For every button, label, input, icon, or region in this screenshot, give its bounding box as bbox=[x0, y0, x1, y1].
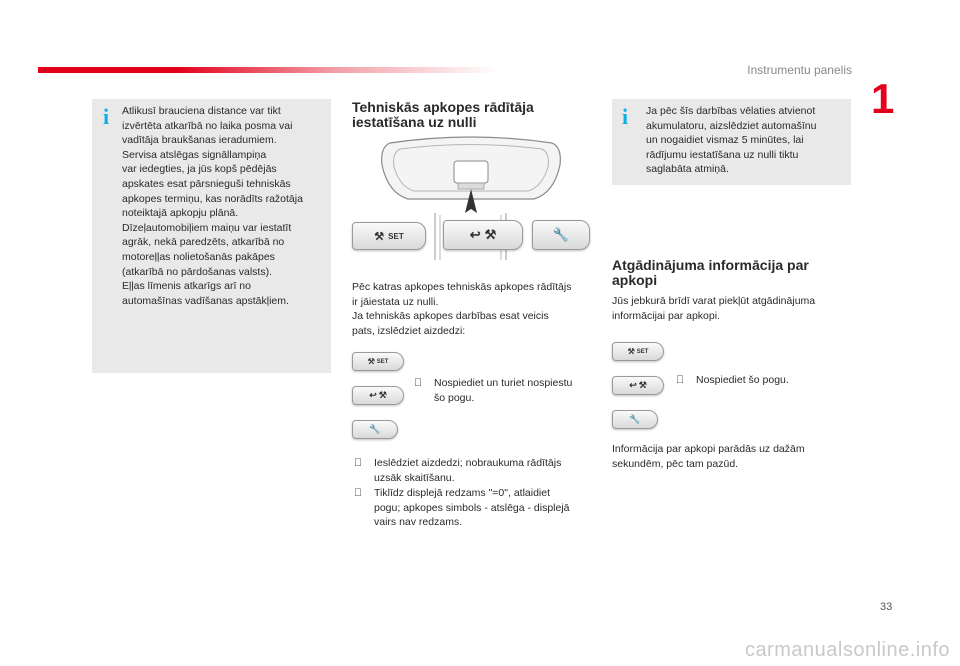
left-note-text: Atlikusī brauciena distance var tikt izvērtēta atkarībā no laika posma vai vadītāja braukšanas ieradumiem. Servisa atslēgas signāllampiņa var iedegties, ja jūs kopš pēdējās apskates esat pārsnieguši tehniskās apkopes termiņu, kas norādīts ražotāja noteiktajā apkopju plānā. Dīzeļautomobiļiem maiņu var iestatīt agrāk, nekā paredzēts, atkarībā no motoreļļas nolietošanās pakāpes (atkarībā no pārdošanas valsts). Eļļas līmenis atkarīgs arī no automašīnas vadīšanas apstākļiem. bbox=[122, 105, 303, 307]
set-button-label: SET bbox=[388, 231, 404, 241]
wrench-button-large[interactable] bbox=[532, 220, 590, 250]
bullet-text: Tiklīdz displejā redzams "=0", atlaidiet pogu; apkopes simbols - atslēga - displejā vairs nav redzams. bbox=[374, 487, 570, 529]
bullet-marker bbox=[676, 373, 690, 388]
page-number: 33 bbox=[880, 601, 893, 613]
return-arrow-icon: ↩ bbox=[469, 227, 481, 242]
info-icon: i bbox=[622, 104, 629, 129]
set-button-right-label: SET bbox=[636, 348, 649, 355]
header-accent-bar bbox=[38, 67, 498, 73]
wrench-icon: ⚒ bbox=[367, 357, 375, 366]
set-button-small-label: SET bbox=[376, 358, 389, 365]
wrench-outline-icon: 🔧 bbox=[629, 414, 641, 424]
chapter-number: 1 bbox=[871, 75, 895, 122]
set-button-right[interactable] bbox=[612, 342, 664, 361]
return-arrow-icon: ↩ bbox=[369, 390, 377, 400]
set-button-small[interactable] bbox=[352, 352, 404, 371]
reset-button-right[interactable] bbox=[612, 376, 664, 395]
reset-button-small[interactable] bbox=[352, 386, 404, 405]
wrench-icon: ⚒ bbox=[627, 347, 635, 356]
wrench-outline-icon: 🔧 bbox=[552, 227, 570, 242]
info-icon: i bbox=[103, 104, 110, 129]
set-button-large[interactable] bbox=[352, 222, 426, 250]
wrench-button-right[interactable] bbox=[612, 410, 658, 429]
wrench-icon: ⚒ bbox=[638, 380, 647, 390]
reminder-press-text: Nospiediet šo pogu. bbox=[696, 374, 789, 386]
return-arrow-icon: ↩ bbox=[629, 380, 637, 390]
reset-intro-text: Pēc katras apkopes tehniskās apkopes rādītājs ir jāiestata uz nulli. Ja tehniskās apkopes darbības esat veicis pats, izslēdziet aizdedzi: bbox=[352, 281, 572, 337]
reminder-intro-text: Jūs jebkurā brīdī varat piekļūt atgādinājuma informācijai par apkopi. bbox=[612, 295, 816, 322]
press-step-text: Nospiediet un turiet nospiestu šo pogu. bbox=[434, 377, 573, 404]
wrench-outline-icon: 🔧 bbox=[369, 424, 381, 434]
right-note-text: Ja pēc šīs darbības vēlaties atvienot akumulatoru, aizslēdziet automašīnu un nogaidiet vismaz 5 minūtes, lai rādījumu iestatīšana uz nulli tiktu saglabāta atmiņā. bbox=[646, 105, 817, 176]
section-title: Instrumentu panelis bbox=[747, 63, 852, 77]
wrench-icon: ⚒ bbox=[484, 227, 497, 242]
bullet-marker bbox=[414, 376, 428, 391]
section-heading-reminder: Atgādinājuma informācija par apkopi bbox=[612, 257, 809, 288]
wrench-button-small[interactable] bbox=[352, 420, 398, 439]
reminder-outro-text: Informācija par apkopi parādās uz dažām sekundēm, pēc tam pazūd. bbox=[612, 443, 805, 470]
section-heading-reset: Tehniskās apkopes rādītāja iestatīšana uz nulli bbox=[352, 99, 534, 130]
wrench-icon: ⚒ bbox=[374, 230, 385, 243]
bullet-text: Ieslēdziet aizdedzi; nobraukuma rādītājs uzsāk skaitīšanu. bbox=[374, 457, 562, 484]
bullet-marker bbox=[354, 456, 368, 471]
watermark: carmanualsonline.info bbox=[744, 639, 950, 661]
reset-button-large[interactable] bbox=[443, 220, 523, 250]
bullet-marker bbox=[354, 486, 368, 501]
wrench-icon: ⚒ bbox=[378, 390, 387, 400]
